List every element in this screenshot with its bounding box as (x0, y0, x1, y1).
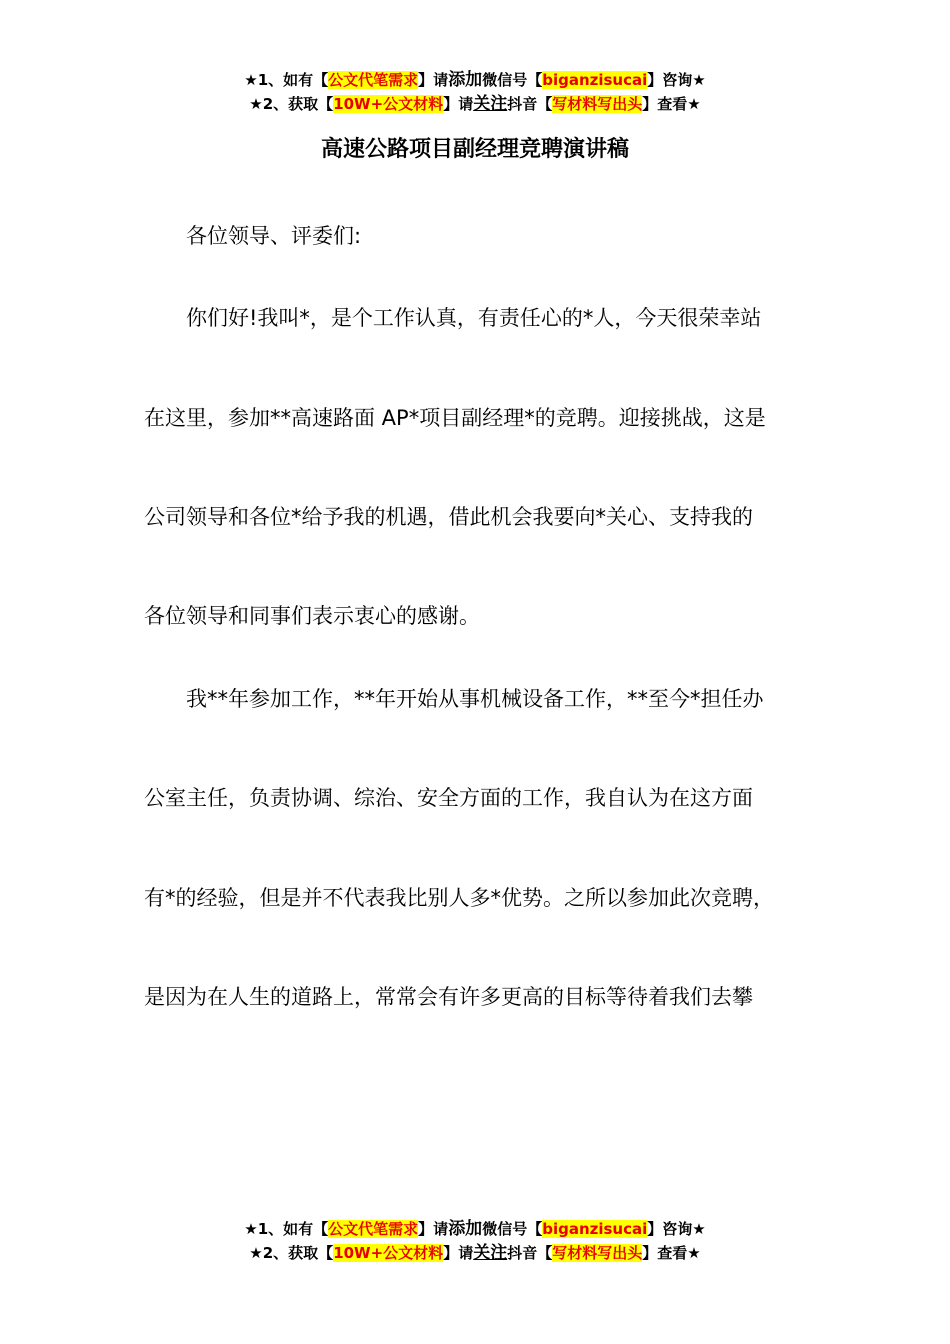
promo-line-2: ★2、获取【10W+公文材料】请关注抖音【写材料写出头】查看★ (249, 1243, 701, 1263)
body-line-6: 我**年参加工作，**年开始从事机械设备工作，**至今*担任办 (186, 687, 764, 711)
body-line-2: 你们好!我叫*，是个工作认真，有责任心的*人，今天很荣幸站 (186, 306, 762, 330)
promo-footer (0, 1217, 950, 1265)
body-line-7: 公室主任，负责协调、综治、安全方面的工作，我自认为在这方面 (144, 786, 753, 810)
body-line-1: 各位领导、评委们: (186, 224, 362, 248)
promo-highlight-service: 公文代笔需求 (328, 1220, 419, 1238)
promo-highlight-douyin: 写材料写出头 (552, 1244, 643, 1262)
body-line-5: 各位领导和同事们表示衷心的感谢。 (144, 604, 480, 628)
promo-highlight-materials: 10W+公文材料 (333, 95, 444, 113)
body-line-4: 公司领导和各位*给予我的机遇，借此机会我要向*关心、支持我的 (144, 505, 753, 529)
promo-highlight-materials: 10W+公文材料 (333, 1244, 444, 1262)
promo-highlight-service: 公文代笔需求 (328, 71, 419, 89)
promo-highlight-douyin: 写材料写出头 (552, 95, 643, 113)
promo-line-2: ★2、获取【10W+公文材料】请关注抖音【写材料写出头】查看★ (249, 94, 701, 114)
document-title: 高速公路项目副经理竞聘演讲稿 (320, 137, 629, 162)
body-line-8: 有*的经验，但是并不代表我比别人多*优势。之所以参加此次竞聘， (144, 886, 774, 910)
promo-line-1: ★1、如有【公文代笔需求】请添加微信号【biganzisucai】咨询★ (244, 1219, 706, 1239)
body-line-3: 在这里，参加**高速路面 AP*项目副经理*的竞聘。迎接挑战，这是 (144, 406, 766, 430)
promo-highlight-wechat: biganzisucai (542, 1220, 648, 1238)
promo-line-1: ★1、如有【公文代笔需求】请添加微信号【biganzisucai】咨询★ (244, 70, 706, 90)
promo-header (0, 68, 950, 116)
body-line-9: 是因为在人生的道路上，常常会有许多更高的目标等待着我们去攀 (144, 985, 753, 1009)
promo-highlight-wechat: biganzisucai (542, 71, 648, 89)
